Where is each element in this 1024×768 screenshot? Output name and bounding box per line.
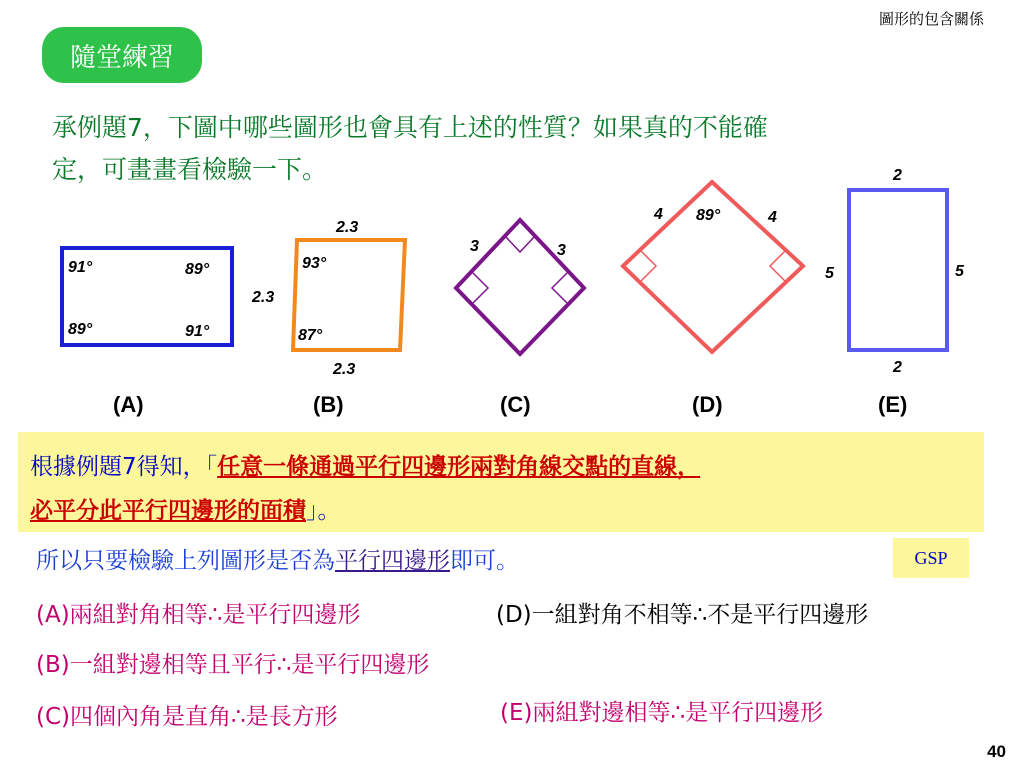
figure-b-angle-bl: 87° xyxy=(298,327,323,344)
figure-b-top-length: 2.3 xyxy=(336,219,359,236)
question-line-1: 承例題7，下圖中哪些圖形也會具有上述的性質？如果真的不能確 xyxy=(52,113,768,142)
figure-a-angle-br: 91° xyxy=(185,323,210,340)
check-prefix: 所以只要檢驗上列圖形是否為 xyxy=(36,548,335,574)
header-title: 圖形的包含關係 xyxy=(878,10,984,28)
figure-e-shape xyxy=(849,190,947,350)
figure-a-caption: (A) xyxy=(113,392,144,417)
figure-a-angle-tl: 91° xyxy=(68,259,93,276)
figure-d-side-left: 4 xyxy=(654,206,663,223)
answer-a: (A)兩組對角相等∴是平行四邊形 xyxy=(36,602,361,628)
figure-c-caption: (C) xyxy=(500,392,531,417)
figure-c-right-angle-top xyxy=(505,236,535,252)
figure-d-right-angle-right xyxy=(770,250,786,282)
figure-a-angle-tr: 89° xyxy=(185,261,210,278)
figure-b-caption: (B) xyxy=(313,392,344,417)
figure-e-bottom-length: 2 xyxy=(893,359,902,376)
figure-d-caption: (D) xyxy=(692,392,723,417)
check-suffix: 即可。 xyxy=(450,548,519,574)
figure-e-right-length: 5 xyxy=(955,263,964,280)
check-line xyxy=(36,542,519,575)
figure-b-angle-tl: 93° xyxy=(302,255,327,272)
figure-b xyxy=(251,219,405,417)
figure-d xyxy=(623,182,803,417)
figures-panel xyxy=(0,160,1024,430)
figure-a xyxy=(62,248,232,417)
figure-a-angle-bl: 89° xyxy=(68,321,93,338)
figure-c-right-angle-right xyxy=(552,272,568,304)
conclusion-prefix: 根據例題7得知，「 xyxy=(30,454,218,480)
figure-c xyxy=(456,220,584,417)
figure-d-side-right: 4 xyxy=(768,209,777,226)
answer-b: (B)一組對邊相等且平行∴是平行四邊形 xyxy=(36,652,430,678)
answer-c: (C)四個內角是直角∴是長方形 xyxy=(36,704,338,730)
page-number: 40 xyxy=(987,742,1006,761)
figure-b-bottom-length: 2.3 xyxy=(333,361,356,378)
conclusion-highlight-1: 任意一條通過平行四邊形兩對角線交點的直線， xyxy=(217,454,701,480)
figure-b-left-length: 2.3 xyxy=(252,289,275,306)
figure-e xyxy=(825,167,965,417)
practice-badge: 隨堂練習 xyxy=(42,27,202,83)
figure-e-top-length: 2 xyxy=(893,167,902,184)
conclusion-highlight-2: 必平分此平行四邊形的面積 xyxy=(30,498,306,524)
figure-d-angle-top: 89° xyxy=(696,207,721,224)
figure-e-caption: (E) xyxy=(878,392,908,417)
figure-e-left-length: 5 xyxy=(825,265,834,282)
conclusion-suffix: 」。 xyxy=(306,498,341,524)
question-line-2: 定，可畫畫看檢驗一下。 xyxy=(52,155,328,184)
answer-e: (E)兩組對邊相等∴是平行四邊形 xyxy=(500,700,824,726)
figure-c-side-right: 3 xyxy=(557,242,566,259)
figure-d-right-angle-left xyxy=(640,250,656,282)
check-highlight: 平行四邊形 xyxy=(335,548,450,574)
conclusion-line-1 xyxy=(30,448,700,481)
gsp-button[interactable]: GSP xyxy=(893,538,969,578)
answer-d: (D)一組對角不相等∴不是平行四邊形 xyxy=(496,602,869,628)
figure-c-side-left: 3 xyxy=(470,238,479,255)
conclusion-line-2 xyxy=(30,492,341,525)
figure-c-right-angle-left xyxy=(472,272,488,304)
